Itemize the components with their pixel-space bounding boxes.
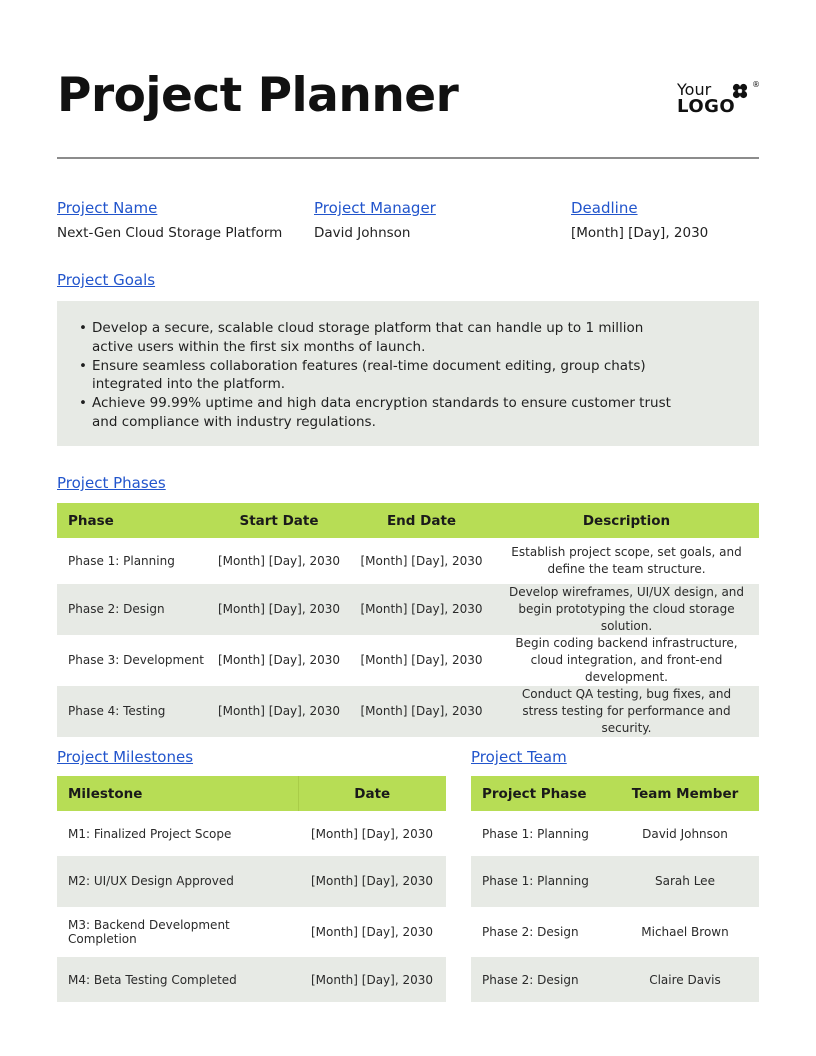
team-phase-cell: Phase 1: Planning xyxy=(482,826,589,841)
end-date-cell: [Month] [Day], 2030 xyxy=(349,686,494,737)
phase-cell: Phase 1: Planning xyxy=(68,553,175,568)
company-logo xyxy=(677,80,761,120)
team-member-cell: Sarah Lee xyxy=(611,856,759,907)
start-date-cell: [Month] [Day], 2030 xyxy=(209,584,349,635)
team-member-cell: Michael Brown xyxy=(641,924,729,939)
project-manager-value: David Johnson xyxy=(314,225,411,241)
table-row xyxy=(471,856,759,907)
table-row xyxy=(57,686,759,737)
project-name-field xyxy=(57,199,282,241)
project-name-link[interactable]: Project Name xyxy=(57,199,158,217)
column-header: Team Member xyxy=(611,776,759,811)
table-header-row xyxy=(471,776,759,811)
phase-cell: Phase 2: Design xyxy=(57,584,209,635)
phase-cell: Phase 4: Testing xyxy=(57,686,209,737)
description-cell: Develop wireframes, UI/UX design, and begin prototyping the cloud storage solution. xyxy=(494,584,759,635)
column-header: Project Phase xyxy=(471,776,611,811)
project-manager-link[interactable]: Project Manager xyxy=(314,199,436,217)
column-header: Description xyxy=(494,503,759,538)
header-divider xyxy=(57,157,759,159)
project-phases-link[interactable]: Project Phases xyxy=(57,474,166,492)
milestone-date-cell: [Month] [Day], 2030 xyxy=(310,826,433,841)
project-milestones-link[interactable]: Project Milestones xyxy=(57,748,194,766)
description-cell: Begin coding backend infrastructure, cloud integration, and front-end development. xyxy=(515,635,738,684)
column-header: Date xyxy=(298,776,446,811)
goal-item: • Ensure seamless collaboration features (real-time document editing, group chats) integrated into the platform. xyxy=(79,357,646,392)
table-row xyxy=(57,811,446,856)
deadline-field xyxy=(571,199,708,241)
table-row xyxy=(57,584,759,635)
start-date-cell: [Month] [Day], 2030 xyxy=(209,686,349,737)
end-date-cell: [Month] [Day], 2030 xyxy=(360,653,483,667)
column-header: Start Date xyxy=(209,503,349,538)
table-row xyxy=(471,811,759,856)
project-goals-panel xyxy=(57,301,759,446)
milestone-cell: M3: Backend Development Completion xyxy=(68,917,230,946)
goal-item: • Develop a secure, scalable cloud storage platform that can handle up to 1 million active users within the first six months of launch. xyxy=(79,320,644,355)
phases-table xyxy=(57,503,759,737)
bullet-icon: • xyxy=(79,395,87,411)
table-header-row xyxy=(57,503,759,538)
column-header: End Date xyxy=(349,503,494,538)
goals-list xyxy=(79,319,679,432)
column-header: Milestone xyxy=(57,776,298,811)
logo-registered-mark: ® xyxy=(752,80,760,89)
start-date-cell: [Month] [Day], 2030 xyxy=(217,553,340,568)
logo-text-line1: Your xyxy=(677,80,712,99)
page-title: Project Planner xyxy=(57,68,459,123)
milestone-date-cell: [Month] [Day], 2030 xyxy=(298,957,446,1002)
milestone-cell: M4: Beta Testing Completed xyxy=(57,957,298,1002)
end-date-cell: [Month] [Day], 2030 xyxy=(349,584,494,635)
description-cell: Establish project scope, set goals, and define the team structure. xyxy=(511,544,742,576)
table-header-row xyxy=(57,776,446,811)
team-phase-cell: Phase 1: Planning xyxy=(471,856,611,907)
goal-item: • Achieve 99.99% uptime and high data encryption standards to ensure customer trust and compliance with industry regulations. xyxy=(79,395,671,430)
project-manager-field xyxy=(314,199,436,241)
table-row xyxy=(57,907,446,958)
deadline-link[interactable]: Deadline xyxy=(571,199,638,217)
bullet-icon: • xyxy=(79,357,87,374)
table-row xyxy=(57,538,759,584)
milestone-cell: M2: UI/UX Design Approved xyxy=(57,856,298,907)
project-team-link[interactable]: Project Team xyxy=(471,748,567,766)
milestone-date-cell: [Month] [Day], 2030 xyxy=(310,924,433,939)
end-date-cell: [Month] [Day], 2030 xyxy=(360,553,483,568)
bullet-icon: • xyxy=(79,320,87,336)
project-goals-link[interactable]: Project Goals xyxy=(57,271,156,289)
table-row xyxy=(57,957,446,1002)
description-cell: Conduct QA testing, bug fixes, and stress testing for performance and security. xyxy=(494,686,759,737)
team-member-cell: David Johnson xyxy=(642,826,728,841)
start-date-cell: [Month] [Day], 2030 xyxy=(217,653,340,667)
team-table xyxy=(471,776,759,1002)
milestones-table xyxy=(57,776,446,1002)
project-name-value: Next-Gen Cloud Storage Platform xyxy=(57,225,283,241)
milestone-date-cell: [Month] [Day], 2030 xyxy=(298,856,446,907)
table-row xyxy=(471,907,759,958)
column-header: Phase xyxy=(57,503,209,538)
phase-cell: Phase 3: Development xyxy=(68,653,204,667)
team-phase-cell: Phase 2: Design xyxy=(471,957,611,1002)
milestone-cell: M1: Finalized Project Scope xyxy=(68,826,232,841)
table-row xyxy=(57,635,759,686)
logo-text-line2: LOGO xyxy=(677,96,736,117)
table-row xyxy=(471,957,759,1002)
team-phase-cell: Phase 2: Design xyxy=(482,924,579,939)
deadline-value: [Month] [Day], 2030 xyxy=(571,225,709,241)
table-row xyxy=(57,856,446,907)
team-member-cell: Claire Davis xyxy=(611,957,759,1002)
